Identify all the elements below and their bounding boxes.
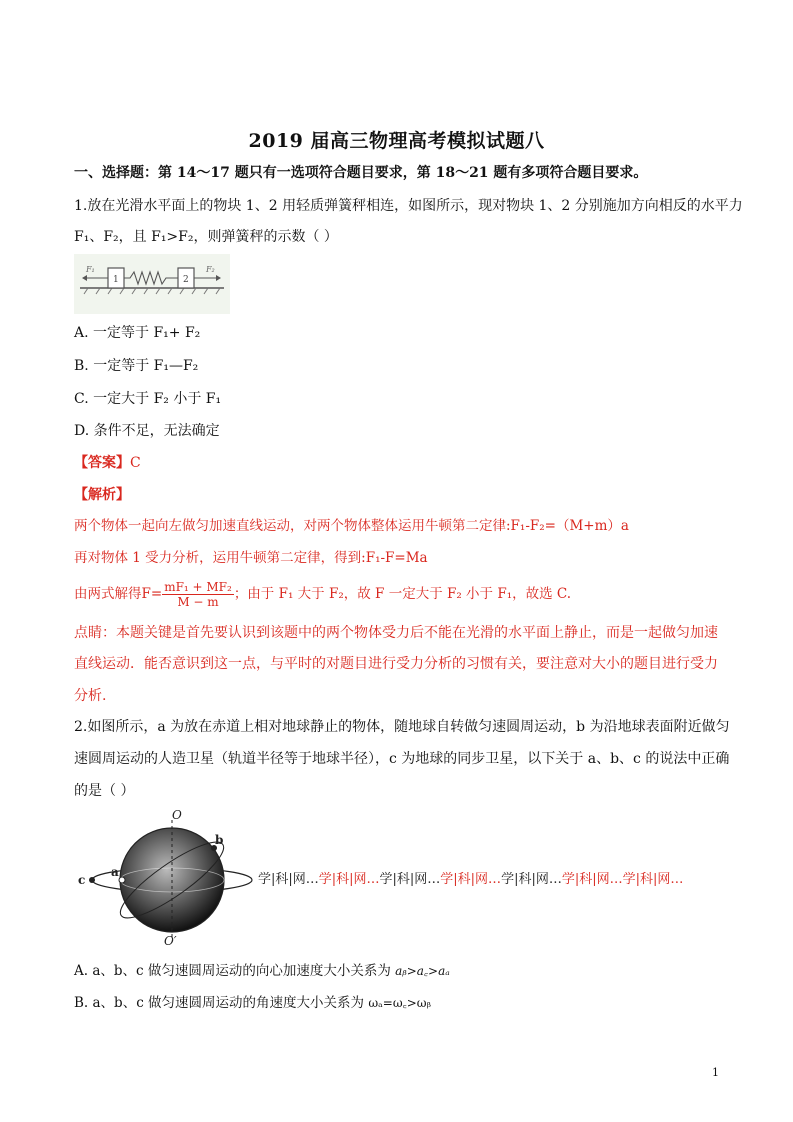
analysis-line3 [74, 576, 571, 612]
watermark-3: 学|科|网… [379, 872, 441, 887]
note-line3: 分析. [74, 688, 107, 704]
watermark-4: 学|科|网… [440, 872, 502, 887]
label-block1: 1 [113, 275, 119, 285]
q2-option-b-relation: ωₐ=ω꜀>ωᵦ [368, 996, 431, 1010]
analysis-line3-suffix: ；由于 F₁ 大于 F₂，故 F 一定大于 F₂ 小于 F₁，故选 C. [233, 586, 572, 602]
q2-option-a [74, 961, 450, 981]
q1-option-d: D. 条件不足，无法确定 [74, 423, 220, 439]
q1-option-a: A. 一定等于 F₁+ F₂ [74, 325, 201, 341]
q2-option-b-text: B. a、b、c 做匀速圆周运动的角速度大小关系为 [74, 995, 369, 1011]
label-f1: F₁ [86, 265, 95, 274]
answer-value: C [130, 455, 141, 471]
analysis-tag: 【解析】 [74, 487, 130, 503]
answer-tag: 【答案】 [74, 455, 130, 471]
q1-spring-figure [74, 254, 230, 314]
watermark-6: 学|科|网… [561, 872, 623, 887]
satellite-c [89, 877, 95, 883]
label-b: b [215, 833, 224, 847]
section-heading: 一、选择题：第 14～17 题只有一选项符合题目要求，第 18～21 题有多项符合题目要求。 [74, 165, 648, 181]
q1-stem-line2: F₁、F₂，且 F₁>F₂，则弹簧秤的示数（ ） [74, 229, 338, 245]
note-line2: 直线运动．能否意识到这一点，与平时的对题目进行受力分析的习惯有关，要注意对大小的题目进行受力 [74, 656, 718, 672]
formula-fraction [162, 580, 234, 609]
label-c: c [78, 873, 86, 887]
q1-answer [74, 453, 141, 473]
earth-orbit-diagram [74, 808, 256, 948]
q2-option-a-text: A. a、b、c 做匀速圆周运动的向心加速度大小关系为 [74, 963, 396, 979]
formula-numerator: mF₁ + MF₂ [164, 580, 232, 594]
formula-lhs: F= [141, 586, 163, 602]
q2-stem-line1: 2.如图所示，a 为放在赤道上相对地球静止的物体，随地球自转做匀速圆周运动，b 为沿地球表面附近做匀 [74, 719, 730, 735]
label-a: a [111, 865, 119, 879]
page-title: 2019 届高三物理高考模拟试题八 [248, 130, 545, 152]
q1-option-c: C. 一定大于 F₂ 小于 F₁ [74, 391, 222, 407]
page-number: 1 [712, 1066, 719, 1079]
q2-option-b [74, 993, 431, 1013]
watermark-7: 学|科|网… [622, 872, 684, 887]
object-a [119, 877, 125, 883]
watermark-1: 学|科|网… [258, 872, 319, 887]
spring [124, 272, 178, 284]
label-block2: 2 [183, 275, 189, 285]
watermark-2: 学|科|网… [318, 872, 380, 887]
label-f2: F₂ [206, 265, 215, 274]
analysis-line2: 再对物体 1 受力分析，运用牛顿第二定律，得到:F₁-F=Ma [74, 550, 428, 566]
q2-stem-line2: 速圆周运动的人造卫星（轨道半径等于地球半径），c 为地球的同步卫星，以下关于 a、b、c 的说法中正确 [74, 751, 730, 767]
label-o-top: O [172, 808, 182, 822]
q2-earth-figure [74, 808, 256, 948]
analysis-line1: 两个物体一起向左做匀加速直线运动，对两个物体整体运用牛顿第二定律:F₁-F₂=（M+m）a [74, 518, 629, 534]
analysis-line3-prefix: 由两式解得 [74, 586, 142, 602]
formula-denominator: M − m [177, 595, 219, 609]
q1-option-b: B. 一定等于 F₁—F₂ [74, 358, 199, 374]
watermark-row [258, 870, 683, 890]
note-line1: 点睛：本题关键是首先要认识到该题中的两个物体受力后不能在光滑的水平面上静止，而是一起做匀加速 [74, 625, 718, 641]
q1-stem-line1: 1.放在光滑水平面上的物块 1、2 用轻质弹簧秤相连，如图所示，现对物块 1、2 分别施加方向相反的水平力 [74, 198, 743, 214]
spring-diagram [74, 254, 230, 314]
q2-option-a-relation: aᵦ>a꜀>aₐ [395, 964, 450, 978]
q2-stem-line3: 的是（ ） [74, 783, 135, 799]
watermark-5: 学|科|网… [501, 872, 562, 887]
label-o-bottom: O′ [164, 934, 177, 948]
